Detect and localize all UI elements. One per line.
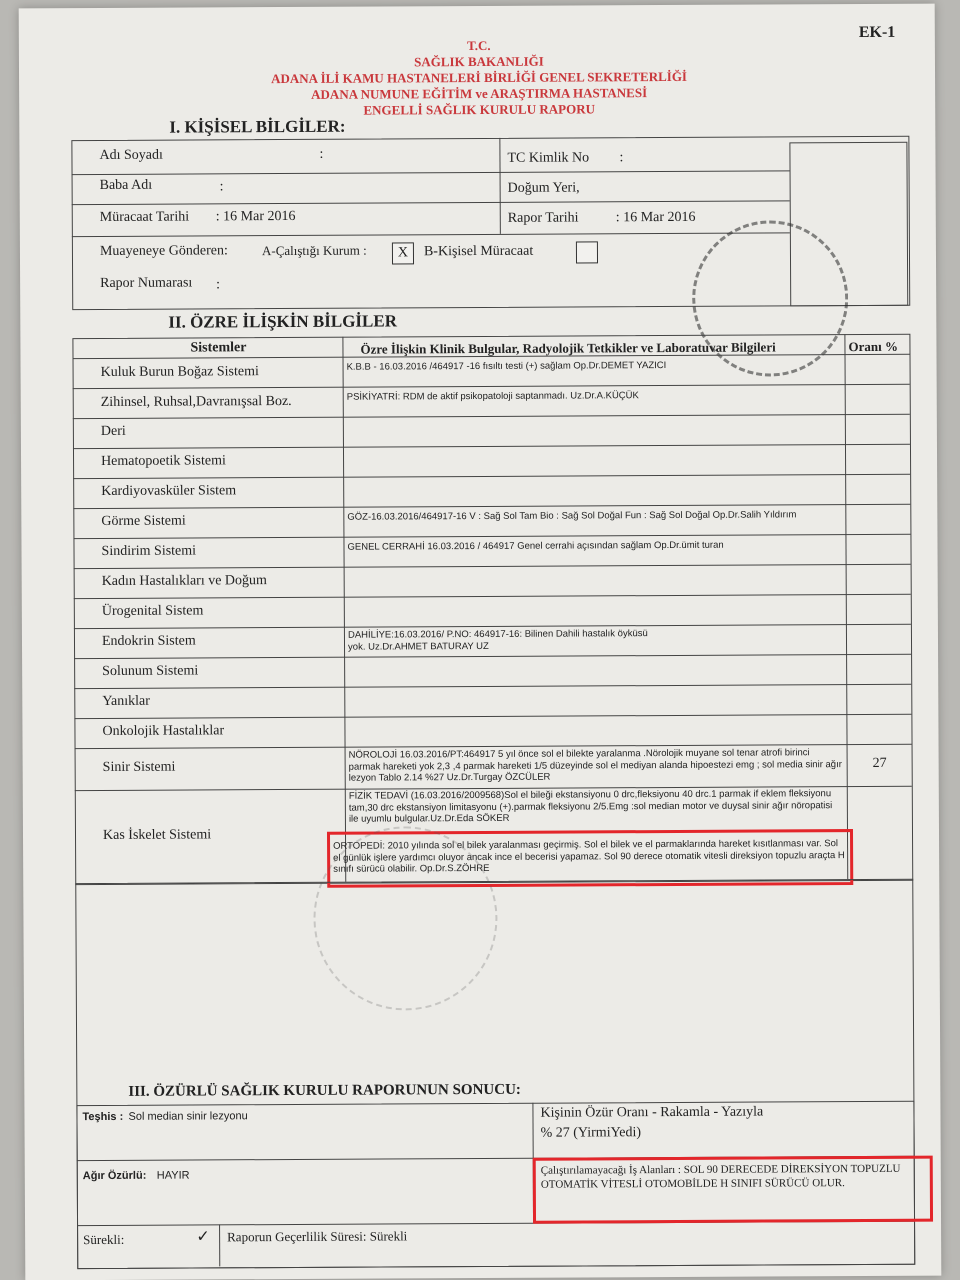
finding-text: PSİKİYATRİ: RDM de aktif psikopatoloji saptanmadı. Uz.Dr.A.KÜÇÜK [346, 390, 639, 403]
surekli-check[interactable]: ✓ [196, 1228, 210, 1246]
col-sistemler: Sistemler [190, 340, 247, 356]
section3-title: III. ÖZÜRLÜ SAĞLIK KURULU RAPORUNUN SONUCU: [128, 1081, 521, 1100]
report-paper [19, 4, 942, 1280]
col-bulgular: Özre İlişkin Klinik Bulgular, Radyolojik Tetkikler ve Laboratuvar Bilgileri [360, 339, 776, 357]
system-name: Kuluk Burun Boğaz Sistemi [100, 364, 259, 380]
finding-text: GENEL CERRAHİ 16.03.2016 / 464917 Genel cerrahi açısından sağlam Op.Dr.ümit turan [347, 539, 724, 553]
section2-title: II. ÖZRE İLİŞKİN BİLGİLER [168, 311, 398, 332]
option-b-checkbox[interactable] [576, 241, 598, 263]
tc-colon: : [619, 150, 624, 166]
system-name: Solunum Sistemi [102, 663, 199, 679]
finding-text: GÖZ-16.03.2016/464917-16 V : Sağ Sol Tam Bio : Sağ Sol Doğal Fun : Sağ Sol Doğal Op.Dr.Salih Yıldırım [347, 509, 797, 523]
agir-value: HAYIR [156, 1169, 190, 1182]
header-line-3: ADANA İLİ KAMU HASTANELERİ BİRLİĞİ GENEL SEKRETERLİĞİ [271, 68, 688, 87]
muracaat-value: : 16 Mar 2016 [215, 208, 296, 225]
system-name: Sindirim Sistemi [101, 543, 197, 559]
oran-label: Kişinin Özür Oranı - Rakamla - Yazıyla [540, 1104, 764, 1121]
system-name: Endokrin Sistem [101, 633, 196, 649]
system-name: Kas İskelet Sistemi [102, 827, 212, 843]
rate-value: 27 [872, 755, 887, 771]
rapor-tarihi-value: : 16 Mar 2016 [615, 209, 696, 226]
gonderen-label: Muayeneye Gönderen: [99, 243, 228, 259]
form-code: EK-1 [858, 23, 896, 42]
finding-text: FİZİK TEDAVİ (16.03.2016/2009568)Sol el bileği ekstansiyonu 0 drc,fleksiyonu 40 drc.1 parmak if eklem fleksiyonu tam,30 drc ekstansiyon limitasyonu (+).parmak fleksiyonu 2/5.Emg :sol median motor ve duysal sinir ağır nöropatisi ile uyumlu bulgular.Uz.Dr.Eda SÖKER [348, 788, 833, 825]
option-a-label: A-Çalıştığı Kurum : [261, 242, 367, 259]
finding-text: K.B.B - 16.03.2016 /464917 -16 fısıltı testi (+) sağlam Op.Dr.DEMET YAZICI [346, 360, 667, 373]
adi-soyadi-label: Adı Soyadı [99, 147, 163, 163]
tc-label: TC Kimlik No [507, 150, 590, 166]
gecerlilik-text: Raporun Geçerlilik Süresi: Sürekli [227, 1228, 408, 1245]
baba-colon: : [219, 179, 224, 195]
agir-label: Ağır Özürlü: [82, 1169, 147, 1183]
calistirilamayacagi-text: Çalıştırılamayacağı İş Alanları : SOL 90 DERECEDE DİREKSİYON TOPUZLU OTOMATİK VİTESLİ OTOMOBİLDE H SINIFI SÜRÜCÜ OLUR. [540, 1162, 901, 1191]
rapor-tarihi-label: Rapor Tarihi [507, 210, 579, 226]
option-a-checkbox[interactable]: X [392, 242, 414, 264]
adi-soyadi-colon: : [319, 146, 324, 162]
system-name: Görme Sistemi [101, 513, 186, 529]
header-line-5: ENGELLİ SAĞLIK KURULU RAPORU [363, 101, 595, 118]
system-name: Deri [100, 423, 126, 439]
finding-text: NÖROLOJİ 16.03.2016/PT:464917 5 yıl önce sol el bilekte yaralanma .Nörolojik muyane sol tenar atrofi birinci parmak hareketi yok 2,3 ,4 parmak hareketi 1/5 düzeyinde sol el mediyan alanda hipoestezi emg ; sol media sinir ağır lezyon Tablo 2.14 %27 Uz.Dr.Turgay ÖZCÜLER [348, 747, 842, 784]
system-name: Yanıklar [102, 693, 150, 709]
section1-title: I. KİŞİSEL BİLGİLER: [169, 116, 346, 137]
finding-text: DAHİLİYE:16.03.2016/ P.NO: 464917-16: Bilinen Dahili hastalık öyküsü yok. Uz.Dr.AHMET BATURAY UZ [347, 628, 648, 653]
baba-label: Baba Adı [99, 177, 153, 193]
system-name: Zihinsel, Ruhsal,Davranışsal Boz. [100, 393, 292, 410]
highlight-box [533, 1156, 933, 1224]
teshis-label: Teşhis : [82, 1110, 124, 1124]
muracaat-label: Müracaat Tarihi [99, 209, 190, 225]
surekli-label: Sürekli: [83, 1231, 125, 1248]
header-line-1: T.C. [467, 37, 491, 54]
system-name: Onkolojik Hastalıklar [102, 723, 225, 739]
rapor-no-colon: : [216, 277, 221, 293]
system-name: Kadın Hastalıkları ve Doğum [101, 573, 267, 589]
system-name: Sinir Sistemi [102, 759, 176, 775]
divider [219, 1224, 220, 1266]
system-name: Ürogenital Sistem [101, 603, 204, 619]
col-orani: Oranı % [848, 338, 898, 355]
header-line-4: ADANA NUMUNE EĞİTİM ve ARAŞTIRMA HASTANESİ [311, 85, 648, 102]
dogum-label: Doğum Yeri, [507, 180, 580, 196]
system-name: Kardiyovasküler Sistem [101, 483, 237, 499]
oran-value: % 27 (YirmiYedi) [540, 1125, 642, 1141]
rapor-no-label: Rapor Numarası [100, 275, 193, 291]
ortopedi-finding: ORTOPEDİ: 2010 yılında sol el bilek yaralanması geçirmiş. Sol el bilek ve el parmaklarında hareket kısıtlanması var. Sol el günlük işlere yardımcı oluyor ancak ince el becerisi yapamaz. Sol 90 derece otomatik vitesli direksiyon topuzlu araçta H sınıfı sürücü olabilir. Op.Dr.S.ZÖHRE [333, 838, 845, 875]
system-name: Hematopoetik Sistemi [101, 453, 226, 469]
option-b-label: B-Kişisel Müracaat [423, 243, 534, 260]
teshis-value: Sol median sinir lezyonu [128, 1110, 248, 1123]
header-line-2: SAĞLIK BAKANLIĞI [414, 53, 544, 70]
report-header [199, 37, 759, 120]
